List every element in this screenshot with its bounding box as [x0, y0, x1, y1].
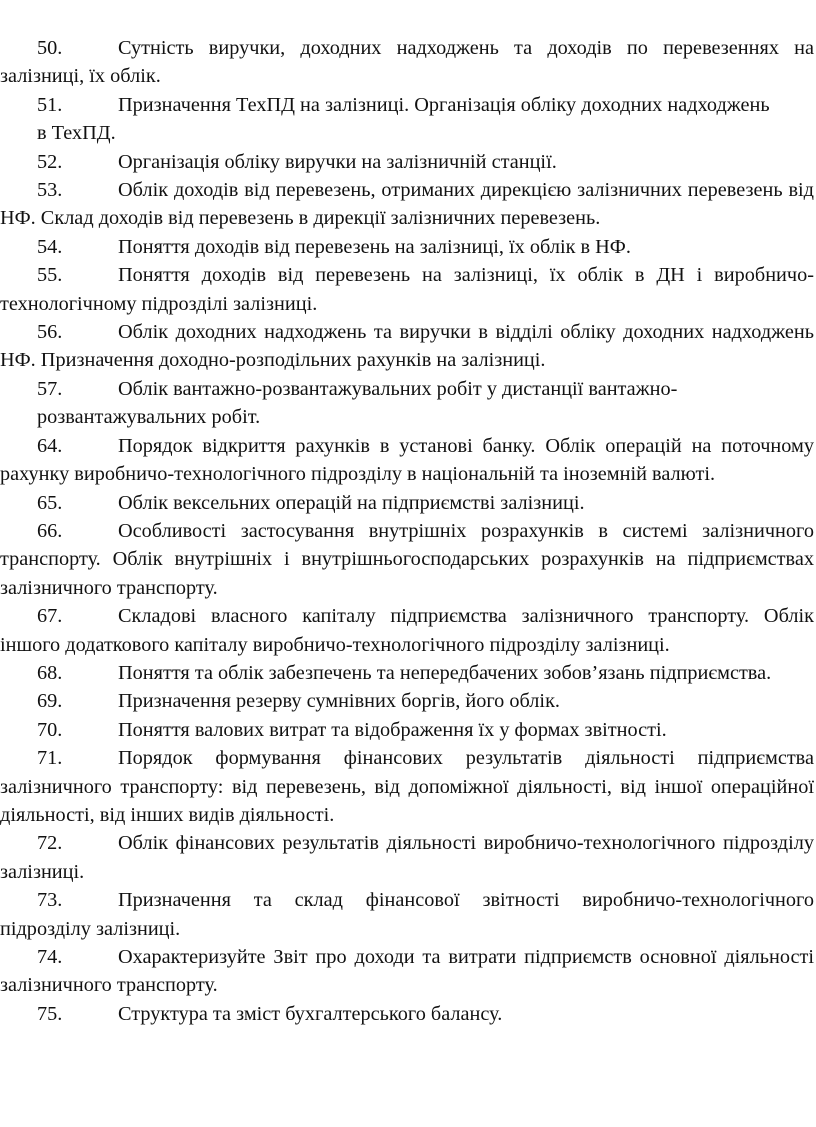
item-text: Призначення ТехПД на залізниці. Організація обліку доходних надходжень — [118, 93, 770, 116]
list-item — [0, 943, 814, 1000]
list-item — [0, 829, 814, 886]
item-number: 71. — [37, 747, 63, 770]
list-item — [0, 34, 814, 91]
item-number: 75. — [37, 1002, 63, 1025]
item-text: Складові власного капіталу підприємства залізничного транспорту. Облік іншого додаткового капіталу виробничо-технологічного підрозділу залізниці. — [0, 605, 814, 656]
item-number: 65. — [37, 491, 63, 514]
item-number: 52. — [37, 150, 63, 173]
item-text-continuation: розвантажувальних робіт. — [37, 406, 261, 429]
item-number: 53. — [37, 179, 63, 202]
list-item — [0, 716, 814, 744]
item-text-continuation: в ТехПД. — [37, 122, 116, 145]
item-text: Поняття доходів від перевезень на залізниці, їх облік в ДН і виробничо-технологічному підрозділі залізниці. — [0, 264, 814, 315]
item-text: Облік доходних надходжень та виручки в відділі обліку доходних надходжень НФ. Призначення доходно-розподільних рахунків на залізниці. — [0, 321, 814, 372]
item-text: Облік фінансових результатів діяльності виробничо-технологічного підрозділу залізниці. — [0, 832, 814, 883]
list-item — [0, 602, 814, 659]
list-item — [0, 432, 814, 489]
list-item-continuation — [0, 119, 814, 147]
list-item — [0, 1000, 814, 1028]
list-item — [0, 233, 814, 261]
list-item — [0, 261, 814, 318]
item-number: 51. — [37, 93, 63, 116]
item-number: 54. — [37, 235, 63, 258]
list-item — [0, 91, 814, 119]
list-item — [0, 176, 814, 233]
item-text: Призначення резерву сумнівних боргів, його облік. — [118, 690, 560, 713]
item-text: Облік доходів від перевезень, отриманих дирекцією залізничних перевезень від НФ. Склад доходів від перевезень в дирекції залізничних перевезень. — [0, 179, 814, 230]
item-number: 50. — [37, 37, 63, 59]
item-number: 68. — [37, 661, 63, 684]
item-text: Поняття валових витрат та відображення їх у формах звітності. — [118, 718, 667, 741]
item-number: 55. — [37, 264, 63, 287]
list-item — [0, 517, 814, 602]
item-text: Облік вантажно-розвантажувальних робіт у дистанції вантажно- — [118, 377, 678, 400]
list-item — [0, 886, 814, 943]
item-number: 66. — [37, 519, 63, 542]
list-item — [0, 375, 814, 403]
item-text: Структура та зміст бухгалтерського балансу. — [118, 1002, 503, 1025]
list-item — [0, 489, 814, 517]
item-number: 57. — [37, 377, 63, 400]
item-number: 73. — [37, 889, 63, 912]
list-item — [0, 659, 814, 687]
list-item-continuation — [0, 403, 814, 431]
item-number: 56. — [37, 321, 63, 344]
item-text: Охарактеризуйте Звіт про доходи та витрати підприємств основної діяльності залізничного транспорту. — [0, 946, 814, 997]
list-item — [0, 687, 814, 715]
item-text: Особливості застосування внутрішніх розрахунків в системі залізничного транспорту. Облік внутрішніх і внутрішньогосподарських розрахунків на підприємствах залізничного транспорту. — [0, 519, 814, 599]
item-text: Порядок формування фінансових результатів діяльності підприємства залізничного транспорту: від перевезень, від допоміжної діяльності, від іншої операційної діяльності, від інших видів діяльності. — [0, 747, 814, 826]
item-text: Організація обліку виручки на залізничній станції. — [118, 150, 557, 173]
item-text: Сутність виручки, доходних надходжень та доходів по перевезеннях на залізниці, їх облік. — [0, 37, 814, 88]
item-text: Поняття доходів від перевезень на залізниці, їх облік в НФ. — [118, 235, 631, 258]
item-text: Порядок відкриття рахунків в установі банку. Облік операцій на поточному рахунку виробничо-технологічного підрозділу в національній та іноземній валюті. — [0, 434, 814, 486]
item-number: 64. — [37, 434, 63, 457]
item-number: 74. — [37, 946, 63, 968]
item-text: Призначення та склад фінансової звітності виробничо-технологічного підрозділу залізниці. — [0, 889, 814, 940]
item-number: 70. — [37, 718, 63, 741]
item-number: 67. — [37, 605, 63, 628]
item-number: 69. — [37, 690, 63, 713]
list-item — [0, 318, 814, 375]
list-item — [0, 744, 814, 829]
item-text: Поняття та облік забезпечень та непередбачених зобов’язань підприємства. — [118, 661, 772, 684]
list-item — [0, 148, 814, 176]
item-number: 72. — [37, 832, 63, 855]
item-text: Облік вексельних операцій на підприємстві залізниці. — [118, 491, 585, 514]
